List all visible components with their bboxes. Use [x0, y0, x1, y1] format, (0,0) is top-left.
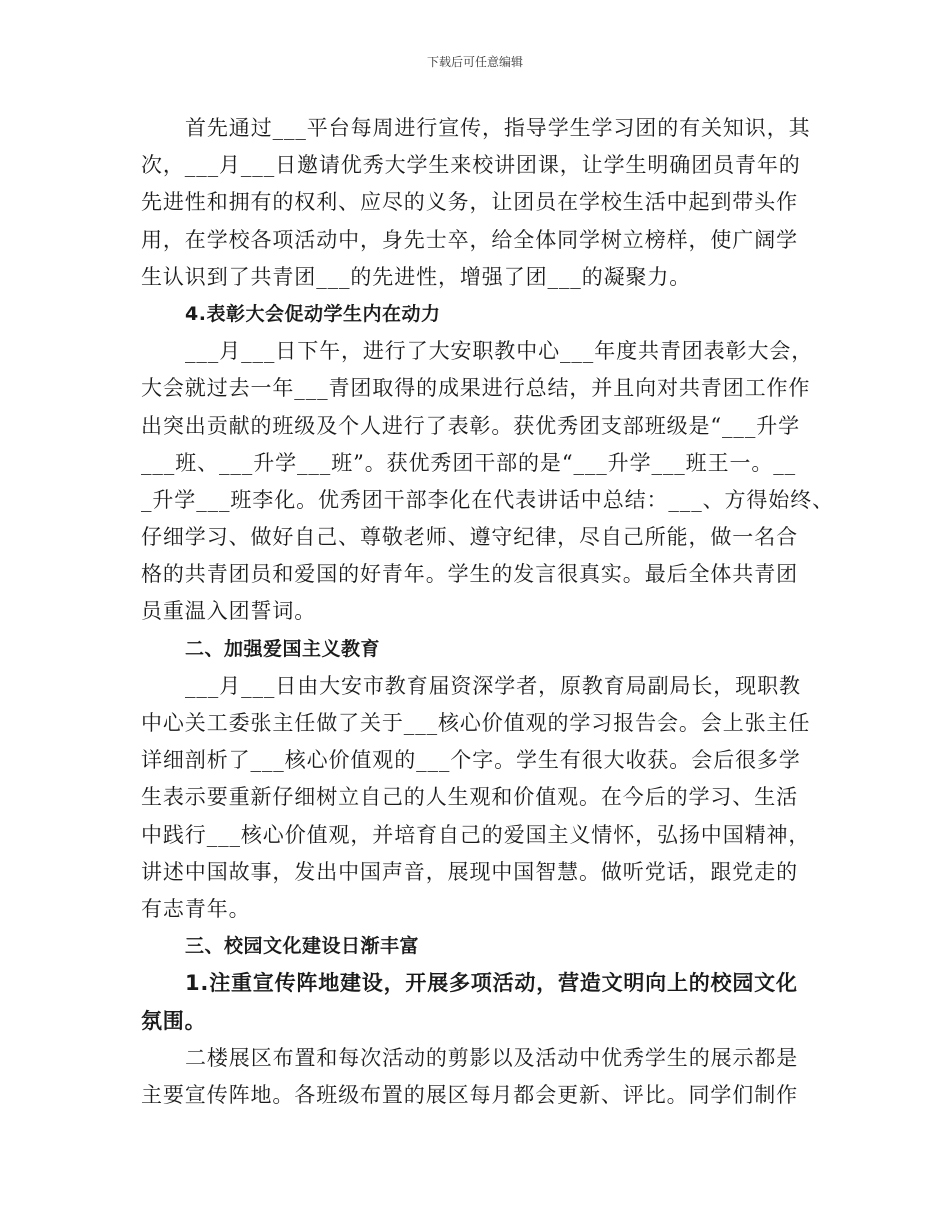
section-heading: 氛围。 [141, 1008, 207, 1033]
section-heading: 4.表彰大会促动学生内在动力 [185, 302, 441, 325]
section-heading: 二、加强爱国主义教育 [185, 637, 381, 660]
paragraph-line: 首先通过___平台每周进行宣传，指导学生学习团的有关知识，其 [185, 116, 811, 140]
paragraph-line: 中心关工委张主任做了关于___核心价值观的学习报告会。会上张主任 [141, 711, 811, 735]
page-header: 下载后可任意编辑 [426, 55, 523, 69]
paragraph-line: ___月___日下午，进行了大安职教中心___年度共青团表彰大会， [185, 339, 814, 364]
paragraph-line: ___班、___升学___班”。获优秀团干部的是“___升学___班王一。__ [141, 450, 797, 475]
paragraph-line: 大会就过去一年___青团取得的成果进行总结，并且向对共青团工作作 [141, 376, 811, 401]
paragraph-line: 先进性和拥有的权利、应尽的义务，让团员在学校生活中起到带头作 [141, 190, 798, 215]
paragraph-line: 中践行___核心价值观，并培育自己的爱国主义情怀，弘扬中国精神， [141, 822, 811, 847]
paragraph-line: 次，___月___日邀请优秀大学生来校讲团课，让学生明确团员青年的 [141, 153, 801, 178]
paragraph-line: 仔细学习、做好自己、尊敬老师、遵守纪律，尽自己所能，做一名合 [141, 525, 798, 550]
paragraph-line: _升学___班李化。优秀团干部李化在代表讲话中总结：___、方得始终、 [141, 487, 834, 512]
paragraph-line: 生认识到了共青团___的先进性，增强了团___的凝聚力。 [141, 264, 692, 289]
paragraph-line: 详细剖析了___核心价值观的___个字。学生有很大收获。会后很多学 [141, 748, 801, 773]
paragraph-line: 有志青年。 [141, 896, 251, 921]
section-heading: 1.注重宣传阵地建设，开展多项活动，营造文明向上的校园文化 [185, 971, 798, 996]
paragraph-line: 格的共青团员和爱国的好青年。学生的发言很真实。最后全体共青团 [141, 562, 798, 587]
paragraph-line: 讲述中国故事，发出中国声音，展现中国智慧。做听党话，跟党走的 [141, 859, 798, 884]
paragraph-line: 员重温入团誓词。 [141, 599, 317, 624]
paragraph-line: 用，在学校各项活动中，身先士卒，给全体同学树立榜样，使广阔学 [141, 227, 798, 252]
paragraph-line: ___月___日由大安市教育届资深学者，原教育局副局长，现职教 [185, 673, 801, 698]
document-body [141, 110, 834, 1114]
paragraph-line: 主要宣传阵地。各班级布置的展区每月都会更新、评比。同学们制作 [141, 1082, 798, 1107]
paragraph-line: 出突出贡献的班级及个人进行了表彰。获优秀团支部班级是“___升学 [141, 413, 801, 438]
paragraph-line: 生表示要重新仔细树立自己的人生观和价值观。在今后的学习、生活 [141, 785, 798, 810]
paragraph-line: 二楼展区布置和每次活动的剪影以及活动中优秀学生的展示都是 [185, 1045, 799, 1070]
section-heading: 三、校园文化建设日渐丰富 [185, 935, 420, 958]
